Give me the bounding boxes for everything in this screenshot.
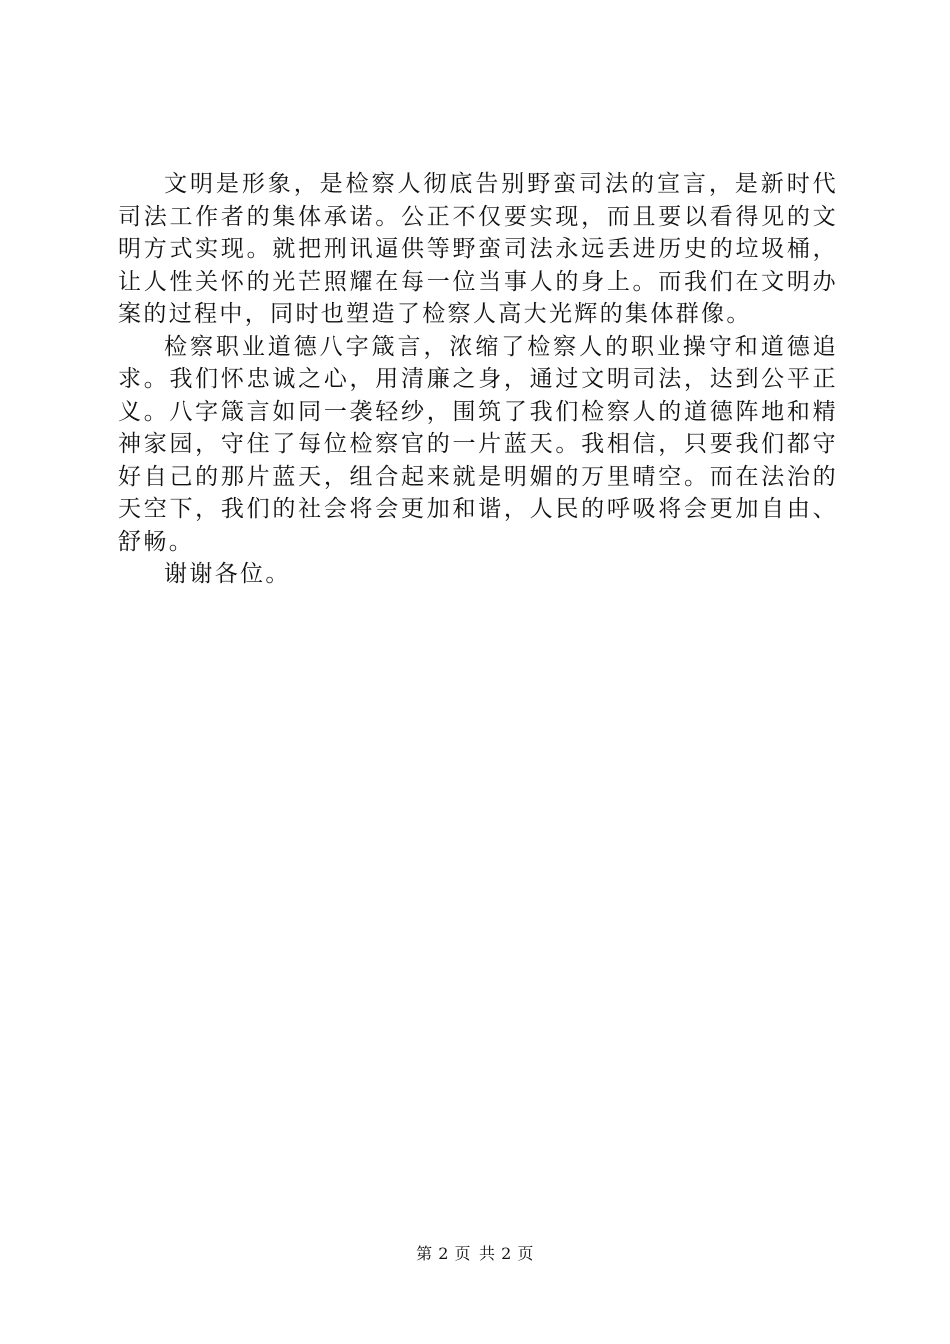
paragraph-closing-thanks: 谢谢各位。 xyxy=(164,561,291,587)
paragraph-civilization: 文明是形象，是检察人彻底告别野蛮司法的宣言，是新时代司法工作者的集体承诺。公正不仅要实现，而且要以看得见的文明方式实现。就把刑讯逼供等野蛮司法永远丢进历史的垃圾桶，让人性关怀的光芒照耀在每一位当事人的身上。而我们在文明办案的过程中，同时也塑造了检察人高大光辉的集体群像。 xyxy=(118,171,838,327)
page-number: 第 2 页 xyxy=(416,1244,471,1263)
page-footer xyxy=(0,1244,950,1264)
document-body xyxy=(118,168,838,591)
page-total: 共 2 页 xyxy=(479,1244,534,1263)
paragraph-professional-ethics: 检察职业道德八字箴言，浓缩了检察人的职业操守和道德追求。我们怀忠诚之心，用清廉之身，通过文明司法，达到公平正义。八字箴言如同一袭轻纱，围筑了我们检察人的道德阵地和精神家园，守住了每位检察官的一片蓝天。我相信，只要我们都守好自己的那片蓝天，组合起来就是明媚的万里晴空。而在法治的天空下，我们的社会将会更加和谐，人民的呼吸将会更加自由、舒畅。 xyxy=(118,333,838,555)
